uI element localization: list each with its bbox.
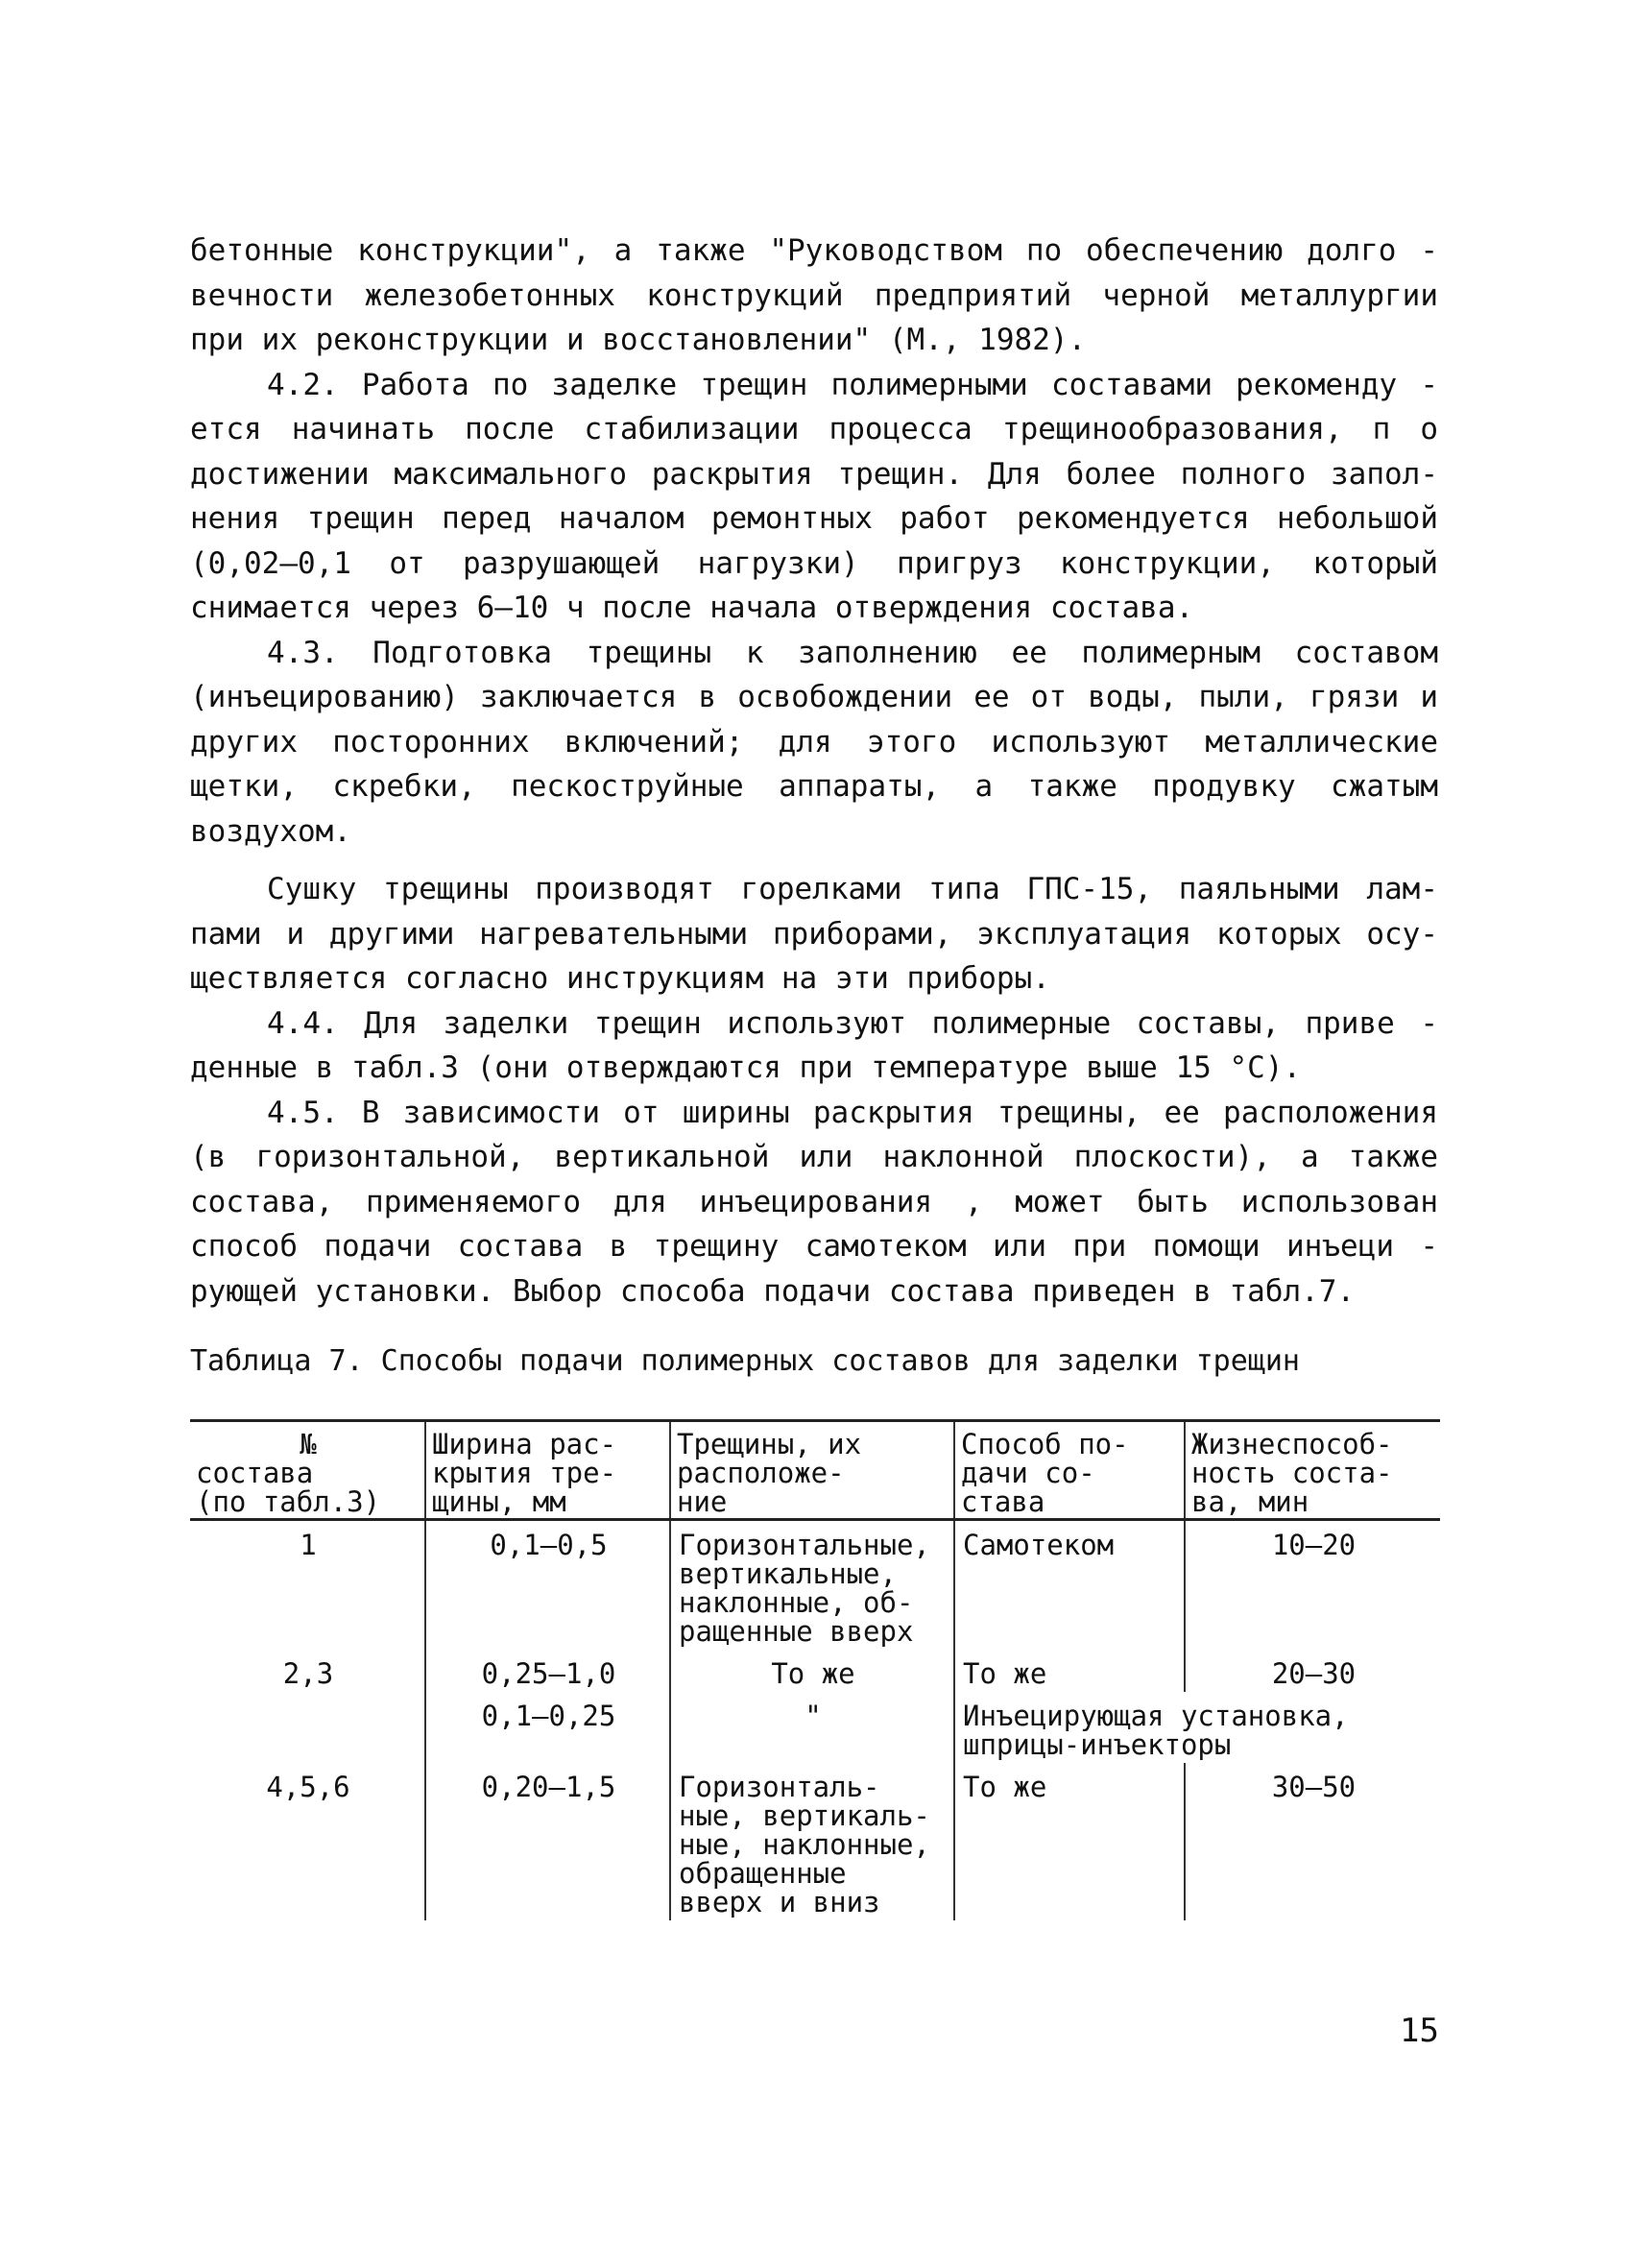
table-row xyxy=(190,1650,1440,1692)
paragraph-4-4: 4.4. Для заделки трещин используют полимерные составы, приве - денные в табл.3 (они отверждаются при температуре выше 15 °С). xyxy=(190,1005,1438,1085)
table-row xyxy=(190,1520,1440,1651)
table-methods xyxy=(190,1419,1440,1920)
cell-method: То же xyxy=(954,1763,1185,1920)
table-row xyxy=(190,1763,1440,1920)
cell-cracks: То же xyxy=(670,1650,954,1692)
cell-composition: 4,5,6 xyxy=(266,1771,350,1803)
cell-method: Самотеком xyxy=(954,1520,1185,1651)
paragraph-4-2: 4.2. Работа по заделке трещин полимерными составами рекоменду - ется начинать после стабилизации процесса трещинообразования, п о достижении максимального раскрытия трещин. Для более полного запол- нения трещин перед началом ремонтных работ рекомендуется небольшой (0,02–0,1 от разрушающей нагрузки) пригруз конструкции, который снимается через 6–10 ч после начала отверждения состава. xyxy=(190,367,1438,625)
cell-width: 0,1–0,25 xyxy=(425,1692,670,1763)
header-pot-life: Жизнеспособ- ность соста- ва, мин xyxy=(1185,1421,1440,1520)
header-crack-width: Ширина рас- крытия тре- щины, мм xyxy=(425,1421,670,1520)
cell-width: 0,20–1,5 xyxy=(425,1763,670,1920)
header-delivery-method: Способ по- дачи со- става xyxy=(954,1421,1185,1520)
cell-composition xyxy=(190,1692,425,1763)
cell-width: 0,25–1,0 xyxy=(425,1650,670,1692)
cell-cracks: Горизонтальные, вертикальные, наклонные, об- ращенные вверх xyxy=(670,1520,954,1651)
table-header-row xyxy=(190,1421,1440,1520)
paragraph-drying: Сушку трещины производят горелками типа ГПС-15, паяльными лам- пами и другими нагревательными приборами, эксплуатация которых осу- ществляется согласно инструкциям на эти приборы. xyxy=(190,872,1438,996)
header-crack-location: Трещины, их расположе- ние xyxy=(670,1421,954,1520)
cell-cracks: " xyxy=(670,1692,954,1763)
cell-cracks: Горизонталь- ные, вертикаль- ные, наклонные, обращенные вверх и вниз xyxy=(670,1763,954,1920)
cell-width: 0,1–0,5 xyxy=(425,1520,670,1651)
table-row xyxy=(190,1692,1440,1763)
cell-pot-life: 20–30 xyxy=(1185,1650,1440,1692)
cell-method: То же xyxy=(954,1650,1185,1692)
paragraph-intro-continued: бетонные конструкции", а также "Руководством по обеспечению долго - вечности железобетонных конструкций предприятий черной металлургии при их реконструкции и восстановлении" (М., 1982). xyxy=(190,233,1438,357)
cell-method-span: Инъецирующая установка, шприцы-инъекторы xyxy=(954,1692,1440,1763)
cell-composition: 2,3 xyxy=(282,1657,334,1690)
paragraph-4-5: 4.5. В зависимости от ширины раскрытия трещины, ее расположения (в горизонтальной, вертикальной или наклонной плоскости), а также состава, применяемого для инъецирования , может быть использован способ подачи состава в трещину самотеком или при помощи инъеци - рующей установки. Выбор способа подачи состава приведен в табл.7. xyxy=(190,1095,1438,1309)
cell-pot-life: 10–20 xyxy=(1185,1520,1440,1651)
page-number: 15 xyxy=(1400,2012,1439,2050)
table-caption: Таблица 7. Способы подачи полимерных составов для заделки трещин xyxy=(190,1344,1300,1378)
header-composition-number: № состава (по табл.3) xyxy=(190,1421,425,1520)
cell-composition: 1 xyxy=(300,1529,317,1561)
cell-pot-life: 30–50 xyxy=(1185,1763,1440,1920)
paragraph-4-3: 4.3. Подготовка трещины к заполнению ее полимерным составом (инъецированию) заключается в освобождении ее от воды, пыли, грязи и других посторонних включений; для этого используют металлические щетки, скребки, пескоструйные аппараты, а также продувку сжатым воздухом. xyxy=(190,635,1438,849)
body-text xyxy=(190,229,1438,1314)
